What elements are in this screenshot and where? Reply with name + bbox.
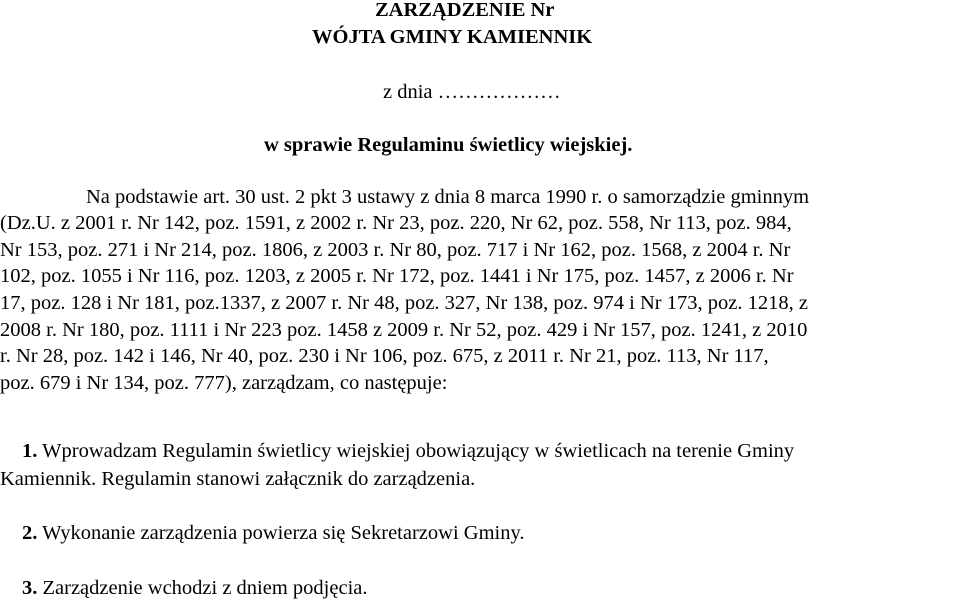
legal-basis-line: Na podstawie art. 30 ust. 2 pkt 3 ustawy z dnia 8 marca 1990 r. o samorządzie gminnym: [86, 186, 810, 208]
section-text: Zarządzenie wchodzi z dniem podjęcia.: [42, 577, 368, 599]
section-number: 2.: [22, 522, 38, 544]
legal-basis-line: Nr 153, poz. 271 i Nr 214, poz. 1806, z 2003 r. Nr 80, poz. 717 i Nr 162, poz. 1568, z 2004 r. Nr: [0, 239, 791, 261]
legal-basis-line: poz. 679 i Nr 134, poz. 777), zarządzam, co następuje:: [0, 372, 448, 394]
section-1-line2: Kamiennik. Regulamin stanowi załącznik do zarządzenia.: [0, 468, 476, 490]
document-title-line1: ZARZĄDZENIE Nr: [375, 0, 555, 21]
legal-basis-line: 17, poz. 128 i Nr 181, poz.1337, z 2007 r. Nr 48, poz. 327, Nr 138, poz. 974 i Nr 173, poz. 1218, z: [0, 292, 808, 314]
section-number: 1.: [22, 440, 38, 462]
section-2: [22, 521, 525, 545]
document-subject: w sprawie Regulaminu świetlicy wiejskiej.: [264, 134, 633, 156]
section-number: 3.: [22, 577, 38, 599]
document-title-line2: WÓJTA GMINY KAMIENNIK: [312, 26, 593, 48]
legal-basis-line: r. Nr 28, poz. 142 i 146, Nr 40, poz. 230 i Nr 106, poz. 675, z 2011 r. Nr 21, poz. 113, Nr 117,: [0, 345, 769, 367]
section-text: Wykonanie zarządzenia powierza się Sekretarzowi Gminy.: [42, 522, 525, 544]
section-1-line1: [22, 439, 794, 463]
section-text: Wprowadzam Regulamin świetlicy wiejskiej obowiązujący w świetlicach na terenie Gminy: [42, 440, 795, 462]
legal-basis-line: (Dz.U. z 2001 r. Nr 142, poz. 1591, z 2002 r. Nr 23, poz. 220, Nr 62, poz. 558, Nr 113, poz. 984,: [0, 212, 792, 234]
section-3: [22, 576, 368, 600]
legal-basis-line: 2008 r. Nr 180, poz. 1111 i Nr 223 poz. 1458 z 2009 r. Nr 52, poz. 429 i Nr 157, poz. 1241, z 2010: [0, 319, 808, 341]
document-date-line: z dnia ………………: [383, 81, 561, 103]
legal-basis-line: 102, poz. 1055 i Nr 116, poz. 1203, z 2005 r. Nr 172, poz. 1441 i Nr 175, poz. 1457, z 2006 r. Nr: [0, 265, 794, 287]
